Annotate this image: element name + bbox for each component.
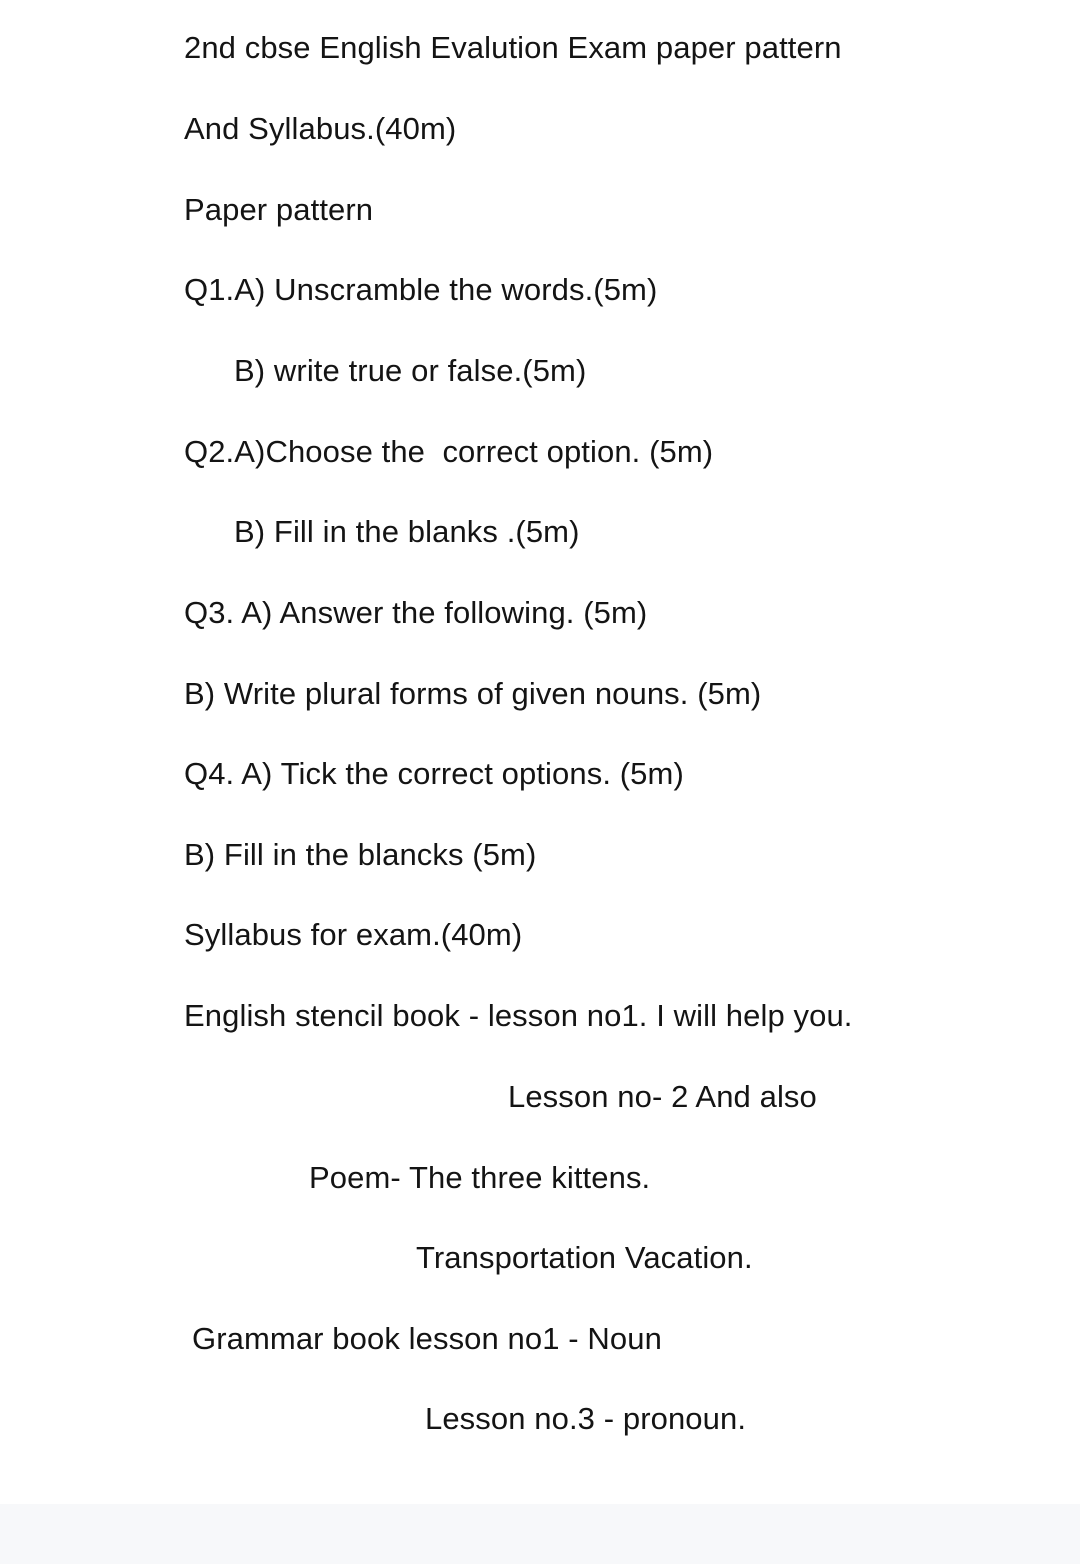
syllabus-item: Lesson no- 2 And also [508,1079,817,1114]
syllabus-item: Grammar book lesson no1 - Noun [192,1321,662,1356]
question-1b: B) write true or false.(5m) [234,353,587,388]
question-2b: B) Fill in the blanks .(5m) [234,514,580,549]
question-3a: Q3. A) Answer the following. (5m) [184,595,648,630]
question-3b: B) Write plural forms of given nouns. (5m) [184,676,762,711]
question-4a: Q4. A) Tick the correct options. (5m) [184,756,684,791]
question-1a: Q1.A) Unscramble the words.(5m) [184,272,658,307]
title-line: 2nd cbse English Evalution Exam paper pattern [184,30,842,65]
syllabus-item: Poem- The three kittens. [309,1160,651,1195]
syllabus-item: English stencil book - lesson no1. I will help you. [184,998,853,1033]
question-2a: Q2.A)Choose the correct option. (5m) [184,434,714,469]
section-heading-paper-pattern: Paper pattern [184,192,374,227]
syllabus-item: Transportation Vacation. [416,1240,753,1275]
bottom-band [0,1504,1080,1564]
subtitle-line: And Syllabus.(40m) [184,111,457,146]
question-4b: B) Fill in the blancks (5m) [184,837,537,872]
section-heading-syllabus: Syllabus for exam.(40m) [184,917,523,952]
syllabus-item: Lesson no.3 - pronoun. [425,1401,747,1436]
